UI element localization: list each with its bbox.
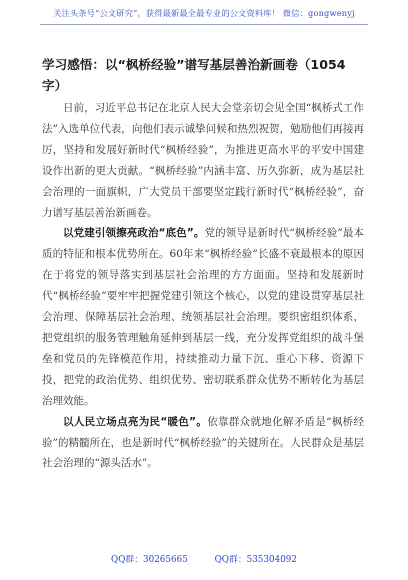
paragraph-text: 依靠群众就地化解矛盾是“枫桥经验”的精髓所在，也是新时代“枫桥经验”的关键所在。人民群众是基层社会治理的“源头活水”。 bbox=[42, 415, 364, 470]
paragraph-lead: 以人民立场点亮为民“暖色”。 bbox=[63, 415, 208, 428]
document-title: 学习感悟：以“枫桥经验”谱写基层善治新画卷（1054字） bbox=[42, 57, 346, 93]
paragraph-people-stance bbox=[42, 412, 364, 475]
document-body bbox=[42, 98, 364, 474]
paragraph-text: 日前，习近平总书记在北京人民大会堂亲切会见全国“枫桥式工作法”入选单位代表，向他们表示诚挚问候和热烈祝贺，勉励他们再接再厉，坚持和发展好新时代“枫桥经验”，为推进更高水平的平安中国建设作出新的更大贡献。“枫桥经验”内涵丰富、历久弥新，成为基层社会治理的一面旗帜，广大党员干部要坚定践行新时代“枫桥经验”，奋力谱写基层善治新画卷。 bbox=[42, 102, 364, 219]
paragraph-intro bbox=[42, 98, 364, 223]
header-banner: 关注头条号“公文研究”，获得最新最全最专业的公文资料库！ 微信：gongwenyj bbox=[53, 8, 355, 18]
footer-qq-group-1: QQ群：30265665 bbox=[111, 555, 188, 565]
footer-qq-group-2: QQ群：535304092 bbox=[214, 555, 297, 565]
footer bbox=[40, 552, 368, 565]
header-divider bbox=[40, 24, 368, 25]
paragraph-lead: 以党建引领擦亮政治“底色”。 bbox=[63, 227, 205, 240]
paragraph-text: 党的领导是新时代“枫桥经验”最本质的特征和根本优势所在。60年来“枫桥经验”长盛不衰最根本的原因在于将党的领导落实到基层社会治理的方方面面。坚持和发展新时代“枫桥经验”要牢牢把握党建引领这个核心，以党的建设贯穿基层社会治理、保障基层社会治理、统领基层社会治理。要织密组织体系，把党组织的服务管理触角延伸到基层一线，充分发挥党组织的战斗堡垒和党员的先锋模范作用，持续推动力量下沉、重心下移、资源下投，把党的政治优势、组织优势、密切联系群众优势不断转化为基层治理效能。 bbox=[42, 227, 364, 407]
paragraph-party-building bbox=[42, 223, 364, 411]
